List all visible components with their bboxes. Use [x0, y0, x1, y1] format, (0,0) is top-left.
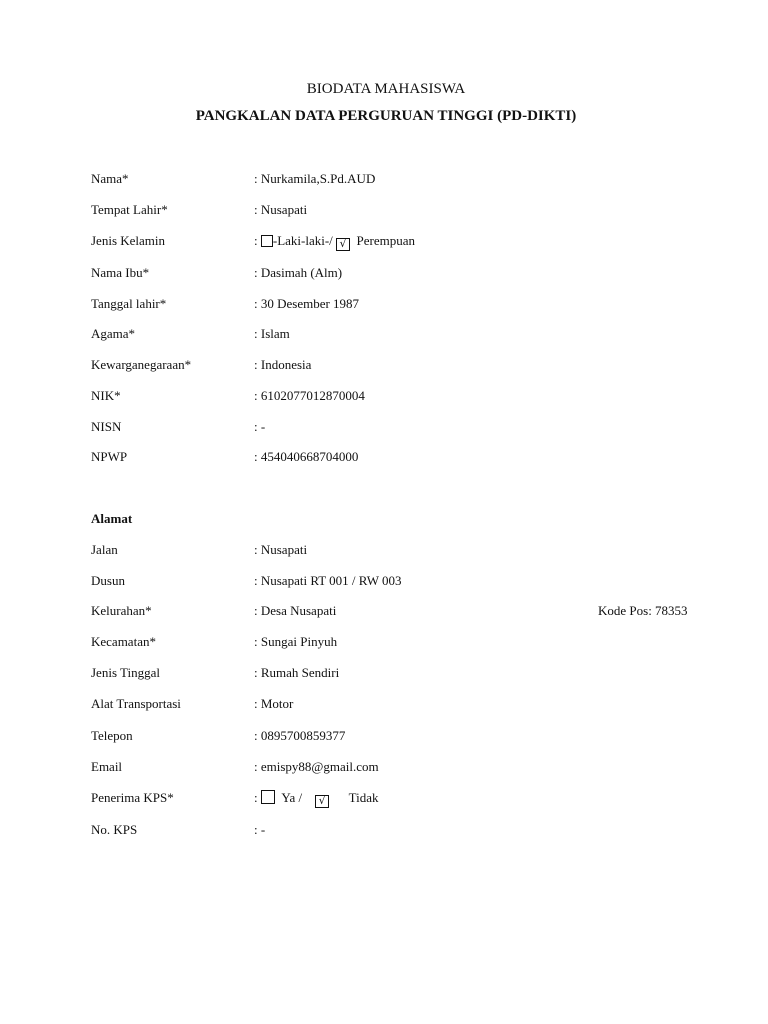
- field-row-nik: [0, 387, 768, 405]
- kode-pos: Kode Pos: 78353: [598, 603, 688, 618]
- field-value: : Indonesia: [254, 357, 312, 372]
- field-value: : Nurkamila,S.Pd.AUD: [254, 171, 376, 186]
- field-value: : Motor: [254, 696, 294, 711]
- field-row-dusun: [0, 572, 768, 590]
- field-value: : Rumah Sendiri: [254, 665, 340, 680]
- field-row-nama-ibu: [0, 264, 768, 282]
- field-value: : 0895700859377: [254, 728, 346, 743]
- field-row-alat-transportasi: [0, 695, 768, 713]
- field-value: : 454040668704000: [254, 449, 359, 464]
- field-label: Kecamatan*: [91, 634, 156, 649]
- field-label: Tanggal lahir*: [91, 296, 167, 311]
- check-mark-icon: √: [339, 237, 347, 250]
- field-row-email: [0, 758, 768, 776]
- field-label: Jalan: [91, 542, 118, 557]
- field-row-nisn: [0, 418, 768, 436]
- field-value: : Desa Nusapati: [254, 603, 337, 618]
- field-label: Telepon: [91, 728, 133, 743]
- field-row-telepon: [0, 727, 768, 745]
- field-row-kecamatan: [0, 633, 768, 651]
- field-label: Jenis Kelamin: [91, 233, 166, 248]
- field-label: Alat Transportasi: [91, 696, 181, 711]
- colon: :: [254, 233, 258, 248]
- field-row-tanggal-lahir: [0, 295, 768, 313]
- field-row-penerima-kps: [0, 789, 768, 807]
- field-value: : 6102077012870004: [254, 388, 365, 403]
- gender-options: [254, 232, 415, 251]
- field-value: : Sungai Pinyuh: [254, 634, 338, 649]
- field-value: : Nusapati: [254, 542, 308, 557]
- field-value: : -: [254, 419, 266, 434]
- section-heading-alamat: Alamat: [91, 511, 133, 526]
- field-row-jalan: [0, 541, 768, 559]
- colon: :: [254, 790, 258, 805]
- field-row-agama: [0, 325, 768, 343]
- document-subtitle: PANGKALAN DATA PERGURUAN TINGGI (PD-DIKTI): [195, 108, 577, 124]
- option-perempuan-label: Perempuan: [356, 233, 416, 248]
- check-mark-icon: √: [318, 794, 326, 807]
- field-row-npwp: [0, 448, 768, 466]
- field-value: : Dasimah (Alm): [254, 265, 343, 280]
- field-row-tempat-lahir: [0, 201, 768, 219]
- field-label: No. KPS: [91, 822, 138, 837]
- checkbox-ya[interactable]: [261, 790, 275, 804]
- checkbox-tidak[interactable]: [315, 795, 329, 808]
- field-value: : emispy88@gmail.com: [254, 759, 379, 774]
- field-label: Kewarganegaraan*: [91, 357, 192, 372]
- field-row-jenis-kelamin: [0, 232, 768, 250]
- field-label: Nama*: [91, 171, 129, 186]
- field-label: Jenis Tinggal: [91, 665, 160, 680]
- checkbox-perempuan[interactable]: [336, 238, 350, 251]
- field-value: : Nusapati RT 001 / RW 003: [254, 573, 402, 588]
- field-label: Penerima KPS*: [91, 790, 174, 805]
- field-row-no-kps: [0, 821, 768, 839]
- field-value: : Islam: [254, 326, 290, 341]
- field-row-kewarganegaraan: [0, 356, 768, 374]
- option-ya-label: Ya /: [281, 790, 303, 805]
- field-label: NIK*: [91, 388, 121, 403]
- field-row-jenis-tinggal: [0, 664, 768, 682]
- field-label: Dusun: [91, 573, 125, 588]
- field-label: Kelurahan*: [91, 603, 152, 618]
- option-tidak-label: Tidak: [348, 790, 379, 805]
- field-row-kelurahan: [0, 602, 768, 620]
- field-label: NPWP: [91, 449, 128, 464]
- field-value: : Nusapati: [254, 202, 308, 217]
- document-title: BIODATA MAHASISWA: [306, 81, 466, 97]
- field-label: Nama Ibu*: [91, 265, 150, 280]
- field-label: Agama*: [91, 326, 136, 341]
- field-value: : -: [254, 822, 266, 837]
- field-label: Email: [91, 759, 123, 774]
- checkbox-laki-laki[interactable]: [261, 235, 273, 247]
- field-value: : 30 Desember 1987: [254, 296, 360, 311]
- kps-options: [254, 789, 378, 808]
- option-laki-laki-label: -Laki-laki-/: [272, 233, 333, 248]
- field-row-nama: [0, 170, 768, 188]
- field-label: NISN: [91, 419, 122, 434]
- field-label: Tempat Lahir*: [91, 202, 168, 217]
